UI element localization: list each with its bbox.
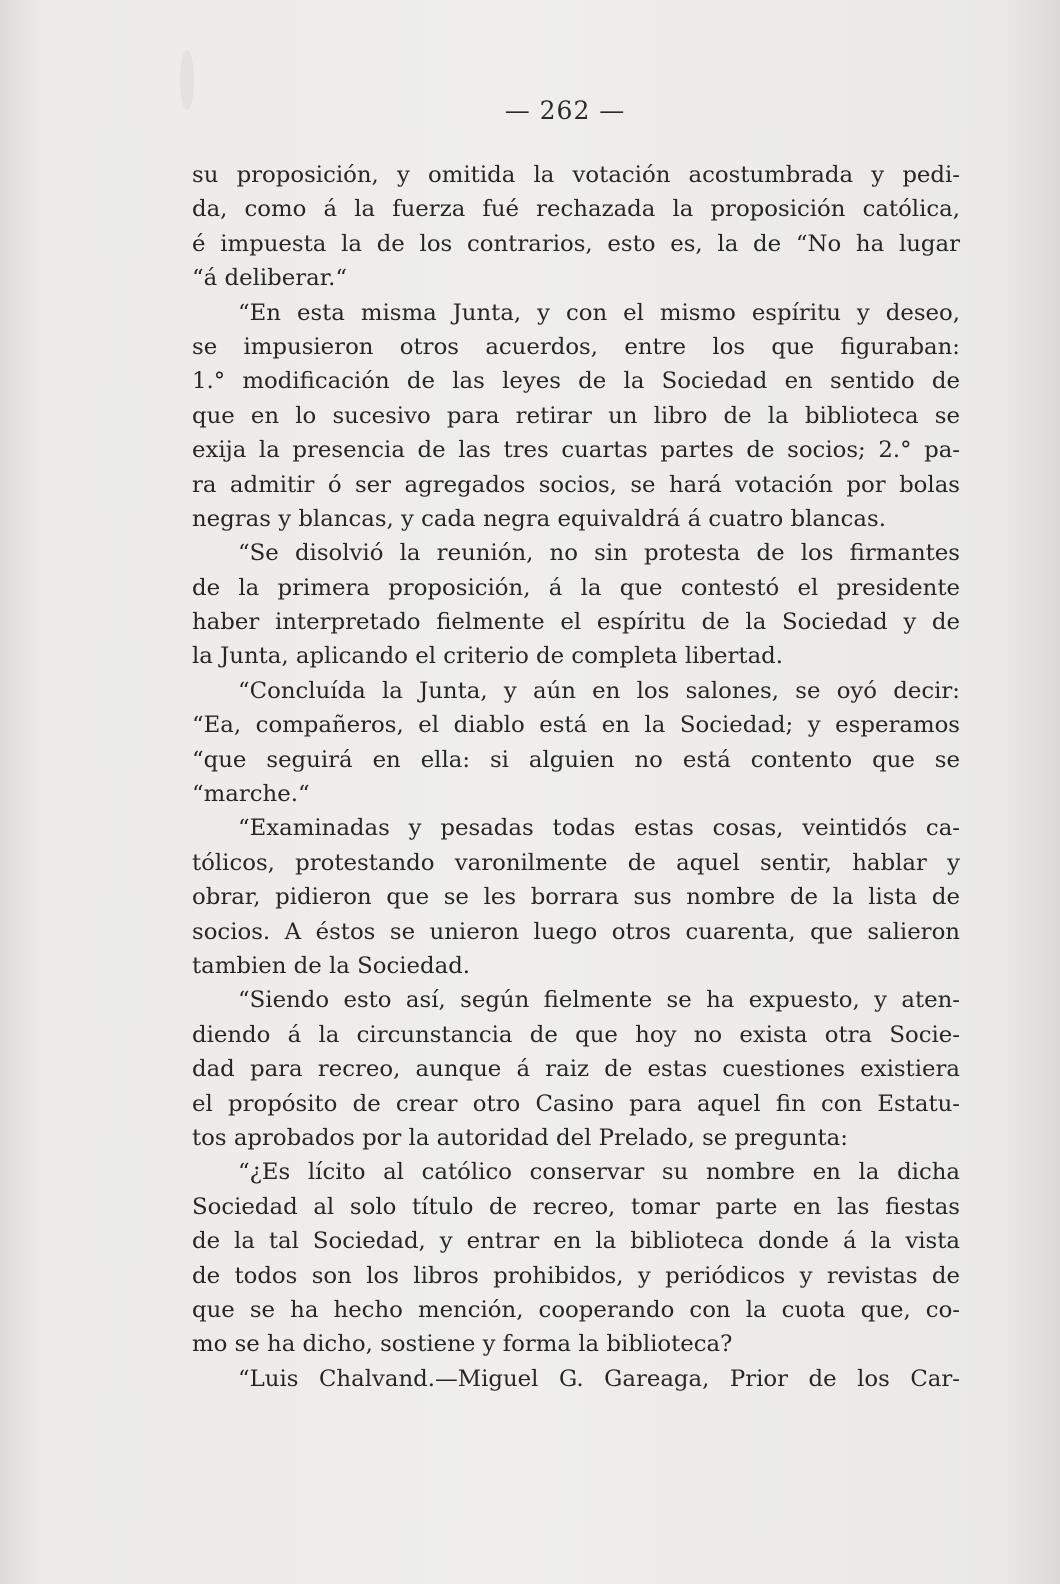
text-line: “Siendo esto así, según fielmente se ha expuesto, y aten- xyxy=(238,987,960,1014)
text-line: dad para recreo, aunque á raiz de estas cuestiones existiera xyxy=(192,1056,960,1083)
text-line: haber interpretado fielmente el espíritu de la Sociedad y de xyxy=(192,609,960,636)
text-line: “Concluída la Junta, y aún en los salones, se oyó decir: xyxy=(238,677,960,704)
text-line: “En esta misma Junta, y con el mismo espíritu y deseo, xyxy=(238,299,960,326)
text-line: la Junta, aplicando el criterio de completa libertad. xyxy=(192,643,784,670)
text-line: de la primera proposición, á la que contestó el presidente xyxy=(192,574,960,601)
text-line: “¿Es lícito al católico conservar su nombre en la dicha xyxy=(238,1159,960,1186)
text-line: “Ea, compañeros, el diablo está en la Sociedad; y esperamos xyxy=(192,712,960,739)
text-line: “Luis Chalvand.—Miguel G. Gareaga, Prior de los Car- xyxy=(238,1365,960,1392)
text-line: mo se ha dicho, sostiene y forma la biblioteca? xyxy=(192,1331,733,1358)
text-line: “Se disolvió la reunión, no sin protesta de los firmantes xyxy=(238,540,960,567)
text-line: tambien de la Sociedad. xyxy=(192,952,471,979)
text-line: exija la presencia de las tres cuartas partes de socios; 2.° pa- xyxy=(192,437,960,464)
text-line: Sociedad al solo título de recreo, tomar parte en las fiestas xyxy=(192,1193,960,1220)
text-line: tólicos, protestando varonilmente de aquel sentir, hablar y xyxy=(192,849,960,876)
text-line: “marche.“ xyxy=(192,781,310,808)
text-line: de todos son los libros prohibidos, y periódicos y revistas de xyxy=(192,1262,960,1289)
text-line: 1.° modificación de las leyes de la Sociedad en sentido de xyxy=(192,368,960,395)
text-line: se impusieron otros acuerdos, entre los que figuraban: xyxy=(192,333,960,360)
text-line: da, como á la fuerza fué rechazada la proposición católica, xyxy=(192,196,960,223)
text-line: su proposición, y omitida la votación acostumbrada y pedi- xyxy=(192,162,960,188)
text-line: diendo á la circunstancia de que hoy no exista otra Socie- xyxy=(192,1021,960,1048)
text-line: “que seguirá en ella: si alguien no está contento que se xyxy=(192,746,960,773)
text-line: negras y blancas, y cada negra equivaldrá á cuatro blancas. xyxy=(192,505,886,532)
page-number: — 262 — xyxy=(504,96,626,125)
text-line: tos aprobados por la autoridad del Prelado, se pregunta: xyxy=(192,1124,848,1151)
text-line: socios. A éstos se unieron luego otros cuarenta, que salieron xyxy=(192,918,960,945)
text-line: é impuesta la de los contrarios, esto es, la de “No ha lugar xyxy=(192,230,960,257)
text-line: obrar, pidieron que se les borrara sus nombre de la lista de xyxy=(192,884,960,911)
text-line: que se ha hecho mención, cooperando con la cuota que, co- xyxy=(192,1296,960,1323)
text-line: ra admitir ó ser agregados socios, se hará votación por bolas xyxy=(192,471,960,498)
text-line: “Examinadas y pesadas todas estas cosas, veintidós ca- xyxy=(238,815,960,842)
body-text xyxy=(192,158,960,1396)
text-line: de la tal Sociedad, y entrar en la biblioteca donde á la vista xyxy=(192,1228,960,1255)
text-line: que en lo sucesivo para retirar un libro de la biblioteca se xyxy=(192,402,960,429)
text-line: el propósito de crear otro Casino para aquel fin con Estatu- xyxy=(192,1090,960,1117)
text-line: “á deliberar.“ xyxy=(192,265,348,292)
